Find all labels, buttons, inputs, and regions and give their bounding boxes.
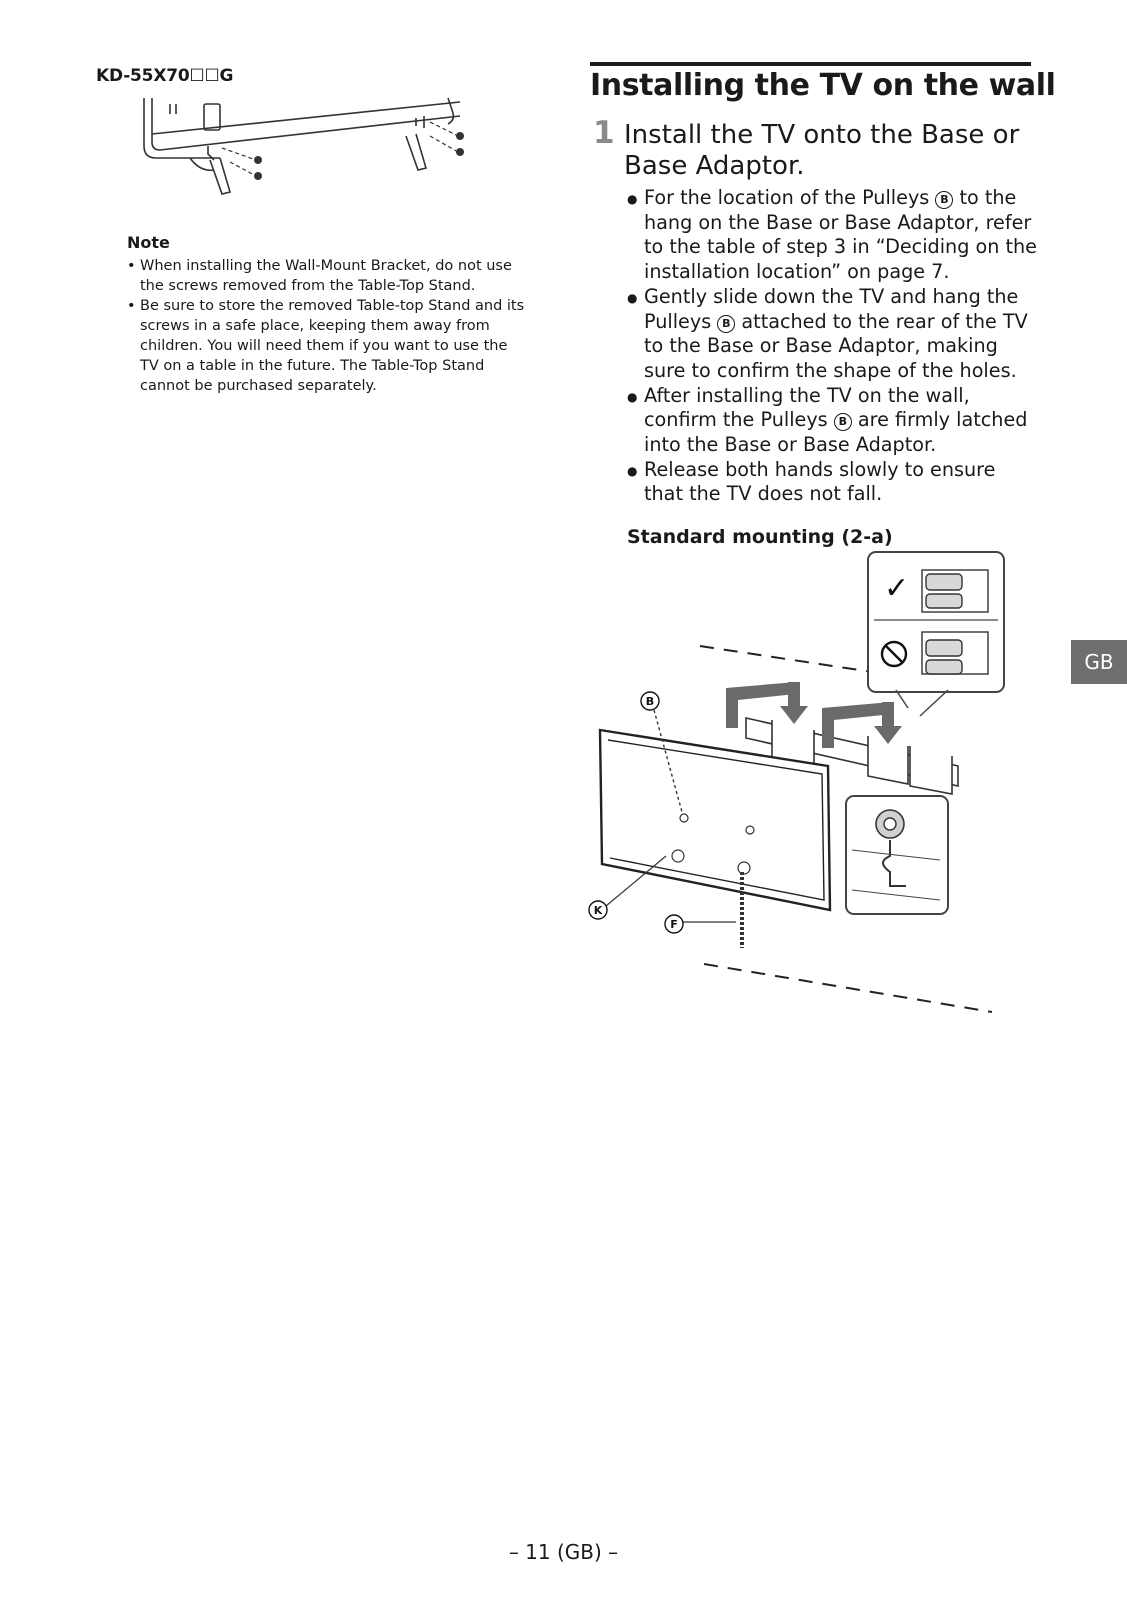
wall-mount-illustration <box>593 560 1036 1042</box>
pulley-mark: B <box>935 191 953 209</box>
latch-check-callout <box>868 552 1004 716</box>
table-top-stand-illustration <box>130 96 480 204</box>
note-item: • When installing the Wall-Mount Bracket, do not use the screws removed from the Table-Top Stand. <box>127 256 527 296</box>
note-list <box>127 256 527 396</box>
pulley-mark: B <box>717 315 735 333</box>
wall-guide-bottom <box>704 964 992 1012</box>
note-item: • Be sure to store the removed Table-top Stand and its screws in a safe place, keeping them away from children. You will need them if you want to use the TV on a table in the future. The Table-Top Stand cannot be purchased separately. <box>127 296 527 396</box>
instruction-text: attached to the rear of the TV to the Base or Base Adaptor, making sure to confirm the shape of the holes. <box>644 309 1028 382</box>
section-rule <box>590 62 1031 66</box>
pulley-callout <box>846 796 948 914</box>
section-title: Installing the TV on the wall <box>590 68 1056 103</box>
instruction-text: After installing the TV on the wall, confirm the Pulleys <box>644 383 970 432</box>
ok-check-icon: ✓ <box>884 571 910 606</box>
step-number: 1 <box>593 115 615 151</box>
pulley-mark: B <box>834 413 852 431</box>
instruction-text: are firmly latched into the Base or Base Adaptor. <box>644 408 1028 457</box>
model-number: KD-55X70☐☐G <box>96 66 234 86</box>
page-number: – 11 (GB) – <box>508 1540 619 1564</box>
step-text: Install the TV onto the Base or Base Adaptor. <box>624 120 1020 181</box>
label-belt: K <box>593 904 603 917</box>
instruction-item <box>627 458 1037 507</box>
instruction-item <box>627 384 1037 458</box>
instruction-text: Release both hands slowly to ensure that the TV does not fall. <box>644 457 996 506</box>
instruction-text: Gently slide down the TV and hang the Pulleys <box>644 284 1019 333</box>
instruction-text: For the location of the Pulleys <box>644 186 936 209</box>
instruction-item <box>627 186 1037 285</box>
subheading: Standard mounting (2-a) <box>627 526 893 548</box>
instruction-list <box>627 186 1037 507</box>
instruction-text: to the hang on the Base or Base Adaptor, refer to the table of step 3 in “Deciding on the installation location” on page 7. <box>644 186 1037 284</box>
label-pulley: B <box>645 695 655 708</box>
instruction-item <box>627 285 1037 384</box>
label-cord: F <box>670 918 678 931</box>
note-title: Note <box>127 233 170 252</box>
language-tab: GB <box>1071 640 1127 684</box>
